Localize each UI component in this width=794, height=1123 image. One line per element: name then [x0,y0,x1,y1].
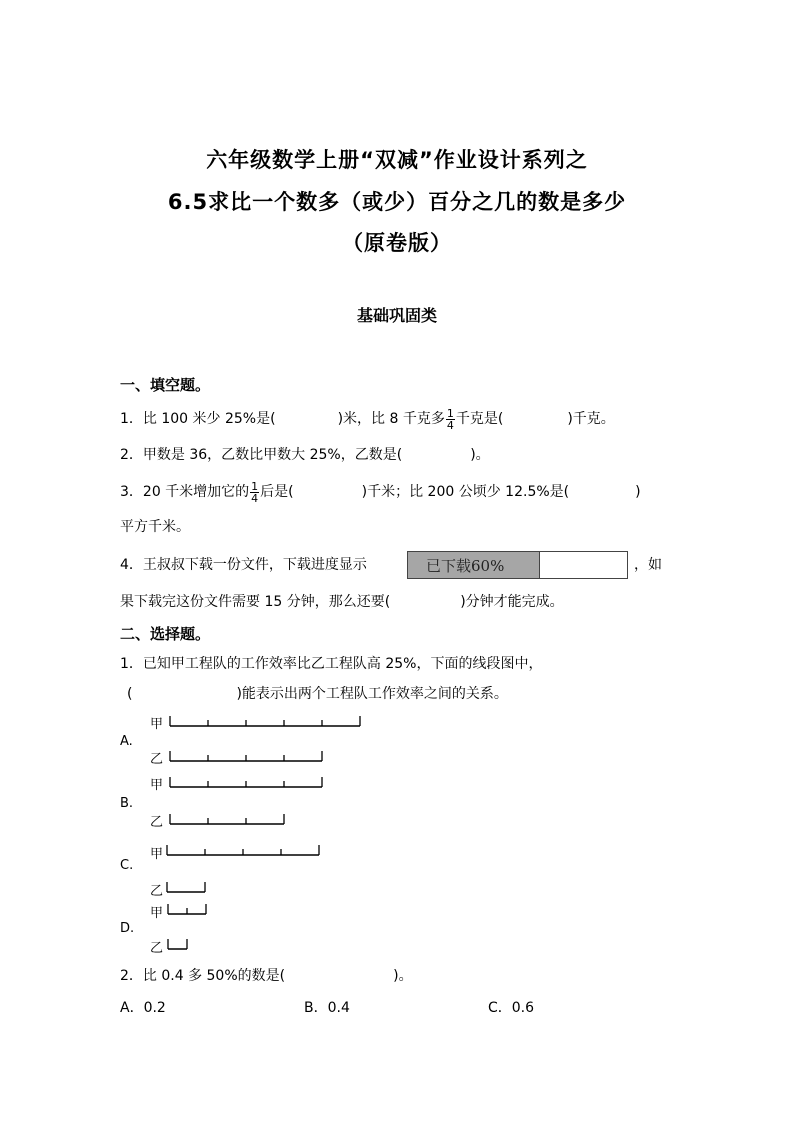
q2-text-b: )。 [470,447,490,463]
cq1-close-text: )能表示出两个工程队工作效率之间的关系。 [236,686,508,702]
category-heading: 基础巩固类 [356,306,437,325]
q3-text-d: ) [635,484,641,500]
fraction-one-quarter: $\frac{1}{4}$ [446,406,454,432]
option-C-label: C. [120,858,134,873]
option-A-label: A. [120,734,133,749]
fill-question-4 [120,555,367,575]
q4-continuation [120,592,564,612]
fill-question-1 [120,404,615,434]
page-title-line2: 6.5求比一个数多（或少）百分之几的数是多少 [167,190,627,214]
download-progress-bar [407,551,628,579]
q4-text-c: 果下载完这份文件需要 15 分钟，那么还要( [120,594,391,610]
fill-question-3 [120,477,641,507]
q1-text-b: )米，比 8 千克多 [337,411,445,427]
cq2-text-b: )。 [393,968,413,984]
choice-question-2 [120,966,413,986]
cq1-open-paren: ( [127,686,133,702]
q1-text-c: 千克是( [455,411,504,427]
page-title-line3: （原卷版） [342,231,452,255]
yi-label: 乙 [150,941,164,956]
q2-text-a: 2．甲数是 36，乙数比甲数大 25%，乙数是( [120,447,403,463]
option-A-yi-line [168,749,368,765]
option-C-jia-line [165,843,365,859]
choice-A[interactable]: A．0.2 [120,1000,166,1016]
q3-text-b: 后是( [260,484,294,500]
option-D-label: D. [120,921,135,936]
jia-label: 甲 [150,906,164,921]
jia-label: 甲 [150,778,164,793]
jia-label: 甲 [150,847,164,862]
option-D-jia-line [166,902,366,918]
jia-label: 甲 [150,717,164,732]
progress-label: 已下载60% [426,557,505,575]
option-D-yi-line [166,937,366,953]
yi-label: 乙 [150,752,164,767]
q4-text-b: ，如 [634,557,662,573]
choice-question-1-line2 [127,684,508,704]
option-C-yi-line [165,880,365,896]
option-A-jia-line [168,714,368,730]
section2-heading: 二、选择题。 [120,625,211,643]
fraction-one-quarter: $\frac{1}{4}$ [251,479,259,505]
option-B-yi-line [168,812,368,828]
yi-label: 乙 [150,815,164,830]
q3-continuation: 平方千米。 [120,519,190,535]
option-B-label: B. [120,796,134,811]
section1-heading: 一、填空题。 [120,376,211,394]
choice-question-1-line1: 1．已知甲工程队的工作效率比乙工程队高 25%，下面的线段图中， [120,656,543,672]
option-B-jia-line [168,775,368,791]
fill-question-2 [120,445,490,465]
choice-B[interactable]: B．0.4 [304,1000,350,1016]
q3-text-c: )千米；比 200 公顷少 12.5%是( [361,484,570,500]
q4-text-d: )分钟才能完成。 [460,594,564,610]
q3-text-a: 3．20 千米增加它的 [120,484,250,500]
choice-C[interactable]: C．0.6 [488,1000,535,1016]
page-title-line1: 六年级数学上册“双减”作业设计系列之 [206,148,588,172]
cq2-text-a: 2．比 0.4 多 50%的数是( [120,968,286,984]
yi-label: 乙 [150,884,164,899]
q4-text-a: 4．王叔叔下载一份文件，下载进度显示 [120,557,367,573]
q1-text-d: )千克。 [567,411,615,427]
q1-text-a: 1．比 100 米少 25%是( [120,411,276,427]
